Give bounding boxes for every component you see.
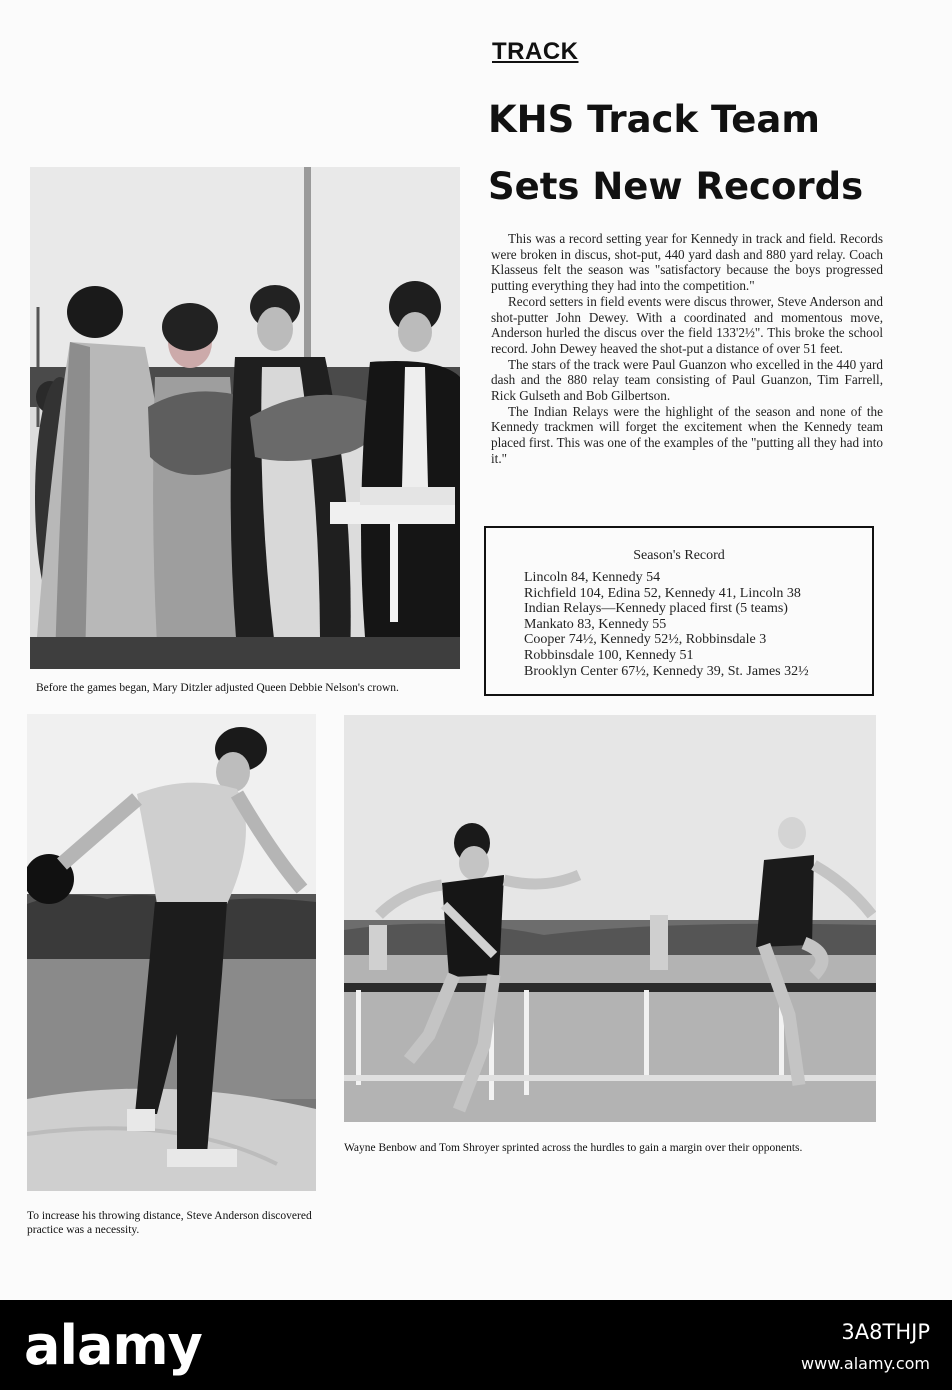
alamy-logo: alamy xyxy=(24,1314,202,1377)
section-label: TRACK xyxy=(492,38,579,65)
article-paragraph: The stars of the track were Paul Guanzon who excelled in the 440 yard dash and the 880 relay team consisting of Paul Guanzon, Tim Farrell, Rick Gulseth and Bob Gilbertson. xyxy=(491,356,883,404)
image-id: 3A8THJP xyxy=(841,1320,930,1344)
season-record-box xyxy=(484,526,874,696)
article-body xyxy=(491,231,883,467)
discus-caption: To increase his throwing distance, Steve Anderson discovered practice was a necessity. xyxy=(27,1210,312,1236)
article-paragraph: Record setters in field events were discus thrower, Steve Anderson and shot-putter John Dewey. With a coordinated and momentous move, Anderson hurled the discus over the field 133'2½". This broke the school record. John Dewey heaved the shot-put a distance of over 51 feet. xyxy=(491,293,883,356)
watermark-url: www.alamy.com xyxy=(801,1354,930,1373)
watermark-footer xyxy=(0,1300,952,1390)
discus-photo xyxy=(27,714,316,1191)
headline-line-2: Sets New Records xyxy=(488,165,864,208)
article-paragraph: This was a record setting year for Kennedy in track and field. Records were broken in discus, shot-put, 440 yard dash and 880 yard relay. Coach Klasseus felt the season was "satisfactory because the boys progressed putting everything they had into the competition." xyxy=(491,231,883,294)
image-reference xyxy=(801,1320,930,1373)
record-item: Mankato 83, Kennedy 55 xyxy=(524,616,667,632)
hurdles-photo xyxy=(344,715,876,1122)
headline-line-1: KHS Track Team xyxy=(488,98,820,141)
record-item: Richfield 104, Edina 52, Kennedy 41, Lincoln 38 xyxy=(524,585,801,601)
hurdles-caption: Wayne Benbow and Tom Shroyer sprinted across the hurdles to gain a margin over their opponents. xyxy=(344,1142,803,1154)
record-item: Brooklyn Center 67½, Kennedy 39, St. James 32½ xyxy=(524,663,809,679)
queen-caption: Before the games began, Mary Ditzler adjusted Queen Debbie Nelson's crown. xyxy=(36,682,399,694)
record-title: Season's Record xyxy=(633,548,725,563)
article-paragraph: The Indian Relays were the highlight of the season and none of the Kennedy trackmen will forget the excitement when the Kennedy team placed first. This was one of the examples of the "putting all they had into it." xyxy=(491,403,883,466)
record-item: Indian Relays—Kennedy placed first (5 teams) xyxy=(524,601,788,617)
record-item: Robbinsdale 100, Kennedy 51 xyxy=(524,647,694,663)
record-item: Lincoln 84, Kennedy 54 xyxy=(524,570,661,585)
record-item: Cooper 74½, Kennedy 52½, Robbinsdale 3 xyxy=(524,632,767,648)
record-list xyxy=(524,570,809,679)
queen-photo xyxy=(30,167,460,669)
